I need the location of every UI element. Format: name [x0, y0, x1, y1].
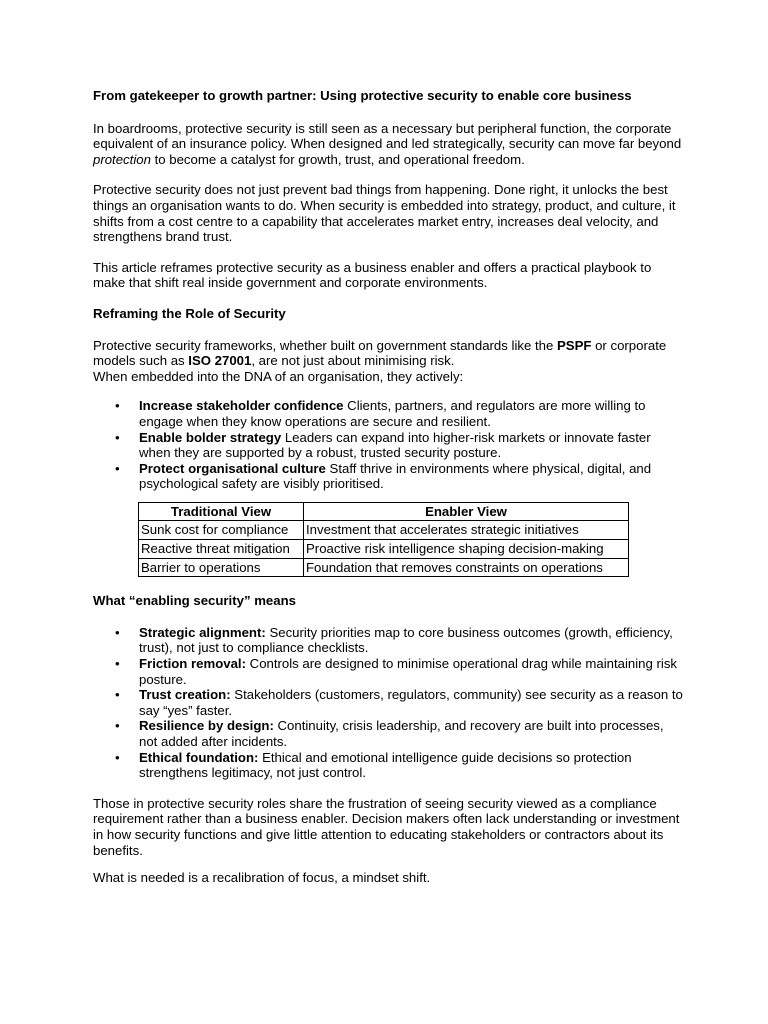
column-header-enabler: Enabler View — [304, 502, 629, 521]
frustration-paragraph: Those in protective security roles share the frustration of seeing security viewed as a compliance requirement rather than a business enabler. Decision makers often lack understanding or investment in how security functions and give little attention to educating stakeholders or contractors about its benefits. — [93, 795, 680, 858]
list-item: • Ethical foundation: Ethical and emotional intelligence guide decisions so protection strengthens legitimacy, not just control. — [139, 750, 683, 781]
list-item: • Strategic alignment: Security priorities map to core business outcomes (growth, efficiency, trust), not just to compliance checklists. — [139, 625, 683, 656]
document-page — [93, 88, 683, 901]
iso-label: ISO 27001 — [188, 353, 252, 369]
article-title: From gatekeeper to growth partner: Using protective security to enable core business — [93, 88, 632, 103]
emphasis-protection: protection — [93, 151, 151, 167]
frameworks-paragraph: Protective security frameworks, whether built on government standards like the PSPF or corporate models such as ISO 27001, are not just about minimising risk. When embedded into the DNA of an organisation, they actively: — [93, 337, 667, 384]
table-cell: Investment that accelerates strategic initiatives — [304, 521, 629, 540]
pspf-label: PSPF — [556, 337, 592, 353]
list-item: • Enable bolder strategy Leaders can expand into higher-risk markets or innovate faster when they are supported by a robust, trusted security posture. — [139, 430, 683, 461]
table-cell: Foundation that removes constraints on operations — [304, 558, 629, 577]
table-cell: Reactive threat mitigation — [139, 540, 304, 559]
list-item: • Resilience by design: Continuity, crisis leadership, and recovery are built into processes, not added after incidents. — [139, 718, 683, 749]
section-heading-enabling: What “enabling security” means — [93, 593, 296, 609]
intro-paragraph-1: In boardrooms, protective security is still seen as a necessary but peripheral function, the corporate equivalent of an insurance policy. When designed and led strategically, security can move far beyond protection to become a catalyst for growth, trust, and operational freedom. — [93, 120, 682, 167]
table-row — [139, 521, 629, 540]
list-item: • Protect organisational culture Staff thrive in environments where physical, digital, and psychological safety are visibly prioritised. — [139, 461, 683, 492]
table-cell: Proactive risk intelligence shaping decision-making — [304, 540, 629, 559]
comparison-table — [138, 502, 629, 577]
table-row — [139, 540, 629, 559]
closing-paragraph: What is needed is a recalibration of focus, a mindset shift. — [93, 870, 431, 886]
intro-paragraph-2: Protective security does not just prevent bad things from happening. Done right, it unlocks the best things an organisation wants to do. When security is embedded into strategy, product, and culture, it shifts from a cost centre to a capability that accelerates market entry, increases deal velocity, and strengthens brand trust. — [93, 182, 676, 245]
list-item: • Friction removal: Controls are designed to minimise operational drag while maintaining risk posture. — [139, 656, 683, 687]
table-header-row — [139, 502, 629, 521]
column-header-traditional: Traditional View — [139, 502, 304, 521]
enabling-list — [93, 625, 683, 781]
intro-paragraph-3: This article reframes protective security as a business enabler and offers a practical playbook to make that shift real inside government and corporate environments. — [93, 259, 652, 291]
list-item: • Increase stakeholder confidence Clients, partners, and regulators are more willing to engage when they know operations are secure and resilient. — [139, 398, 683, 429]
benefits-list — [93, 398, 683, 492]
section-heading-reframing: Reframing the Role of Security — [93, 305, 286, 321]
table-cell: Sunk cost for compliance — [139, 521, 304, 540]
table-row — [139, 558, 629, 577]
table-cell: Barrier to operations — [139, 558, 304, 577]
list-item: • Trust creation: Stakeholders (customers, regulators, community) see security as a reason to say “yes” faster. — [139, 687, 683, 718]
